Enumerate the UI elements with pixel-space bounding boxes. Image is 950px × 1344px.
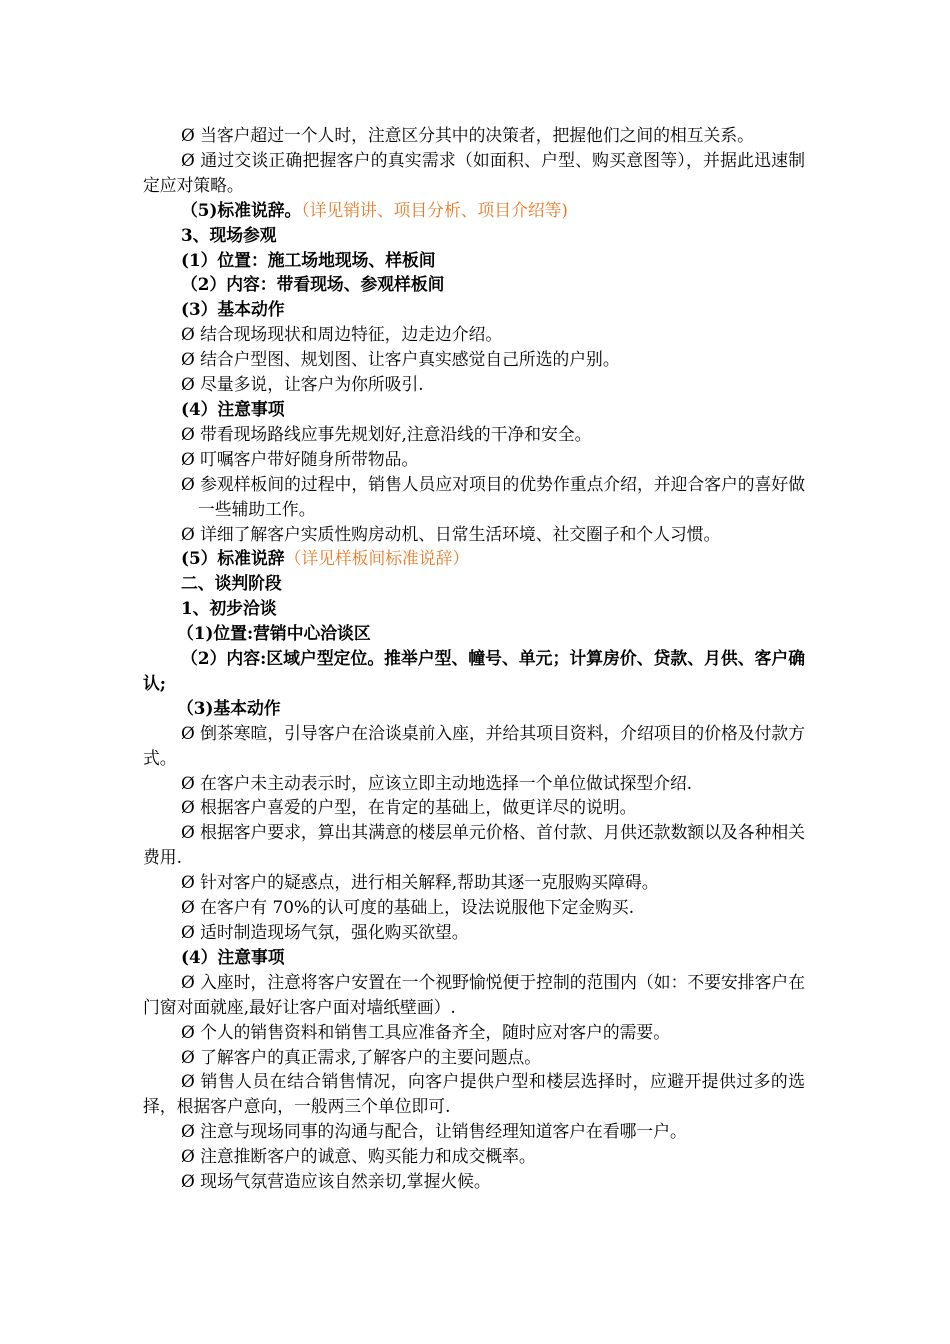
bullet-paragraph: Ø 了解客户的真正需求,了解客户的主要问题点。 — [181, 1046, 542, 1067]
section-heading: （2）内容：带看现场、参观样板间 — [181, 274, 445, 295]
bullet-line: Ø 叮嘱客户带好随身所带物品。 — [181, 448, 419, 469]
bullet-paragraph: Ø 针对客户的疑惑点，进行相关解释,帮助其逐一克服购买障碍。 — [181, 872, 659, 893]
bullet-paragraph: Ø 现场气氛营造应该自然亲切,掌握火候。 — [181, 1171, 491, 1192]
bullet-line: Ø 结合现场现状和周边特征，边走边介绍。 — [181, 324, 503, 345]
bullet-paragraph: Ø 根据客户要求，算出其满意的楼层单元价格、首付款、月供还款数额以及各种相关费用. — [143, 822, 805, 868]
bullet-paragraph: Ø 入座时，注意将客户安置在一个视野愉悦便于控制的范围内（如：不要安排客户在门窗对面就座,最好让客户面对墙纸壁画）. — [143, 971, 805, 1017]
bullet-paragraph: Ø 适时制造现场气氛，强化购买欲望。 — [181, 922, 469, 942]
section-heading: (4）注意事项 — [181, 946, 285, 967]
section-heading: (1）位置：施工场地现场、样板间 — [181, 249, 436, 270]
bullet-line: Ø 带看现场路线应事先规划好,注意沿线的干净和安全。 — [181, 423, 592, 444]
hanging-bullet-paragraph: Ø 参观样板间的过程中，销售人员应对项目的优势作重点介绍，并迎合客户的喜好做一些辅助工作。 — [181, 473, 805, 519]
bullet-line: Ø 详细了解客户实质性购房动机、日常生活环境、社交圈子和个人习惯。 — [181, 523, 721, 544]
section-heading: （5)标准说辞。（详见销讲、项目分析、项目介绍等) — [181, 199, 568, 220]
bullet-paragraph: Ø 注意推断客户的诚意、购买能力和成交概率。 — [181, 1146, 536, 1167]
bullet-paragraph: Ø 个人的销售资料和销售工具应准备齐全，随时应对客户的需要。 — [181, 1021, 670, 1042]
document-body — [143, 123, 805, 1194]
section-heading: 二、谈判阶段 — [181, 573, 282, 594]
bullet-paragraph: Ø 在客户有 70%的认可度的基础上，设法说服他下定金购买. — [181, 897, 635, 918]
reference-note: （详见销讲、项目分析、项目介绍等) — [301, 199, 568, 220]
section-heading: （3)基本动作 — [177, 697, 281, 718]
bullet-paragraph: Ø 倒茶寒暄，引导客户在洽谈桌前入座，并给其项目资料，介绍项目的价格及付款方式。 — [143, 722, 805, 768]
section-heading: 1、初步洽谈 — [181, 598, 277, 619]
bullet-paragraph: Ø 销售人员在结合销售情况，向客户提供户型和楼层选择时，应避开提供过多的选择，根据客户意向，一般两三个单位即可. — [143, 1071, 805, 1117]
bullet-line: Ø 结合户型图、规划图、让客户真实感觉自己所选的户别。 — [181, 349, 620, 370]
reference-note: （详见样板间标准说辞） — [284, 548, 470, 569]
bullet-paragraph: Ø 注意与现场同事的沟通与配合，让销售经理知道客户在看哪一户。 — [181, 1121, 687, 1142]
bullet-paragraph: Ø 通过交谈正确把握客户的真实需求（如面积、户型、购买意图等），并据此迅速制定应对策略。 — [143, 149, 805, 195]
bullet-paragraph: Ø 根据客户喜爱的户型，在肯定的基础上，做更详尽的说明。 — [181, 797, 637, 818]
section-heading: 3、现场参观 — [181, 224, 277, 245]
section-heading: (3）基本动作 — [181, 299, 285, 320]
section-heading: (5）标准说辞（详见样板间标准说辞） — [181, 548, 470, 569]
section-heading: （2）内容:区域户型定位。推举户型、幢号、单元；计算房价、贷款、月供、客户确认; — [143, 648, 805, 693]
bullet-line: Ø 尽量多说，让客户为你所吸引. — [181, 374, 424, 395]
section-heading: (4）注意事项 — [181, 398, 285, 419]
bullet-paragraph: Ø 在客户未主动表示时，应该立即主动地选择一个单位做试探型介绍. — [181, 772, 693, 793]
section-heading: （1)位置:营销中心洽谈区 — [177, 623, 371, 644]
bullet-paragraph: Ø 当客户超过一个人时，注意区分其中的决策者，把握他们之间的相互关系。 — [181, 125, 754, 145]
